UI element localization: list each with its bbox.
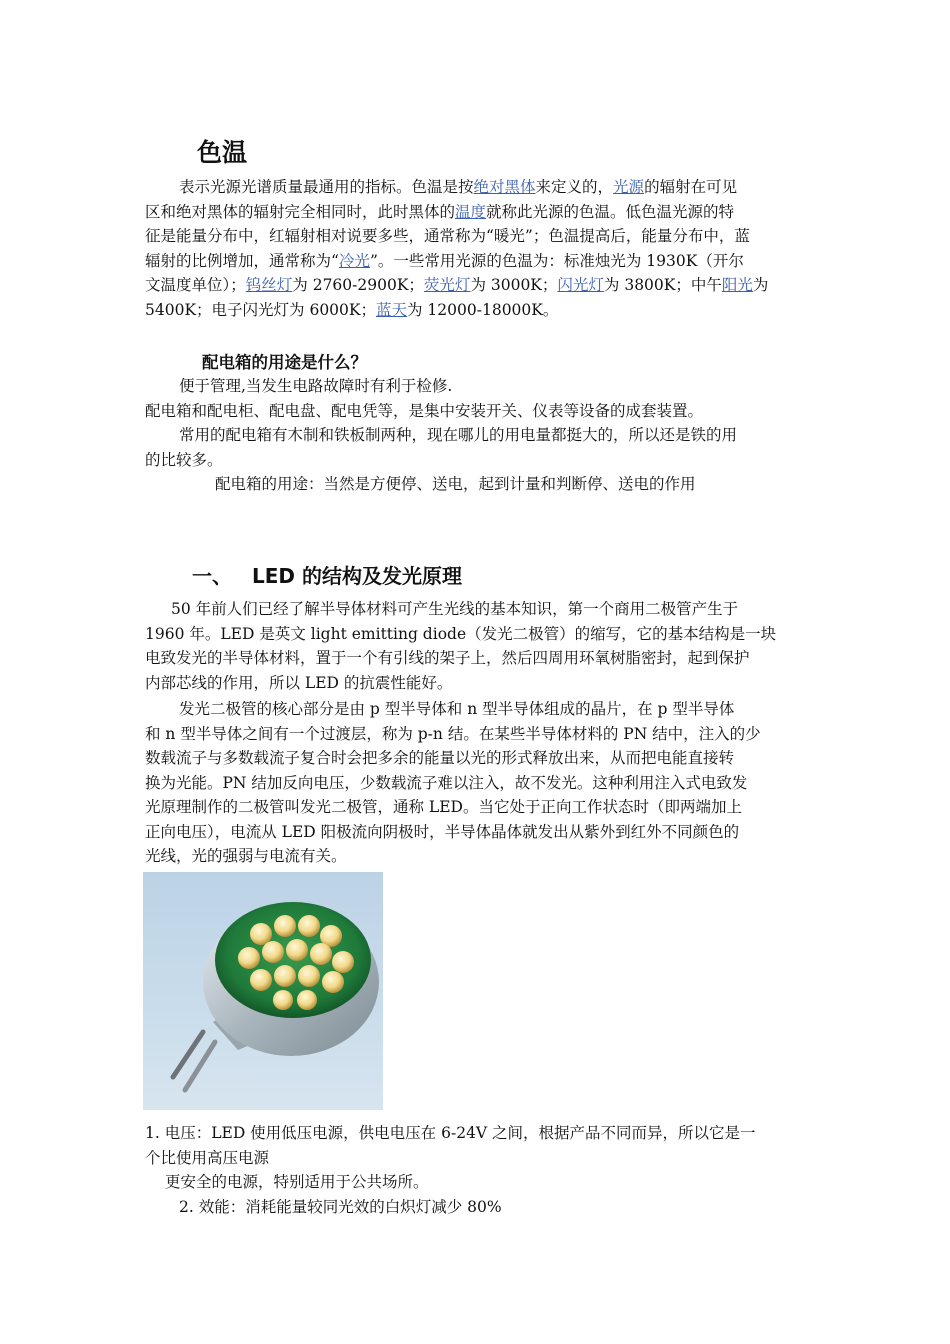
section-number: 一、 — [192, 564, 232, 588]
paragraph-line: 配电箱和配电柜、配电盘、配电凭等，是集中安装开关、仪表等设备的成套装置。 — [145, 401, 704, 420]
paragraph-line: 光原理制作的二极管叫发光二极管，通称 LED。当它处于正向工作状态时（即两端加上 — [145, 798, 742, 816]
text-run: 为 2760-2900K； — [292, 276, 424, 294]
list-item-voltage: 1. 电压：LED 使用低压电源，供电电压在 6-24V 之间，根据产品不同而异，所以它是一 — [145, 1124, 756, 1142]
color-temperature-paragraph — [145, 175, 810, 322]
text-run: 就称此光源的色温。低色温光源的特 — [486, 202, 735, 221]
text-run: 5400K；电子闪光灯为 6000K； — [145, 300, 376, 319]
link-light-source[interactable]: 光源 — [613, 178, 645, 196]
led-bulb-illustration — [143, 872, 383, 1110]
text-run: 来定义的， — [535, 178, 614, 196]
text-run: 为 3000K； — [470, 276, 558, 294]
paragraph-line — [145, 200, 810, 225]
section-title-color-temperature: 色温 — [197, 138, 248, 167]
paragraph-line: 征是能量分布中，红辐射相对说要多些，通常称为“暖光”；色温提高后，能量分布中，蓝 — [145, 227, 750, 245]
link-absolute-blackbody[interactable]: 绝对黑体 — [473, 178, 536, 196]
paragraph-line: 便于管理,当发生电路故障时有利于检修. — [179, 377, 453, 395]
paragraph-line: 50 年前人们已经了解半导体材料可产生光线的基本知识，第一个商用二极管产生于 — [171, 600, 739, 618]
text-run: 区和绝对黑体的辐射完全相同时，此时黑体的 — [145, 202, 456, 221]
list-item-voltage-cont: 更安全的电源，特别适用于公共场所。 — [165, 1173, 429, 1191]
paragraph-line — [145, 273, 810, 298]
led-feature-list — [145, 1121, 810, 1219]
distribution-box-paragraphs — [145, 374, 810, 497]
paragraph-line — [145, 298, 810, 323]
text-run: 表示光源光谱质量最通用的指标。色温是按 — [179, 178, 474, 196]
list-item-voltage-cont: 个比使用高压电源 — [145, 1148, 270, 1167]
link-fluorescent-lamp[interactable]: 荧光灯 — [423, 276, 471, 294]
paragraph-line: 常用的配电箱有木制和铁板制两种，现在哪儿的用电量都挺大的，所以还是铁的用 — [179, 426, 738, 444]
section-title-distribution-box: 配电箱的用途是什么？ — [202, 353, 367, 372]
list-item-efficiency: 2. 效能：消耗能量较同光效的白炽灯减少 80% — [179, 1197, 502, 1216]
paragraph-line: 和 n 型半导体之间有一个过渡层，称为 p-n 结。在某些半导体材料的 PN 结中，注入的少 — [145, 724, 761, 743]
paragraph-line: 数载流子与多数载流子复合时会把多余的能量以光的形式释放出来，从而把电能直接转 — [145, 749, 735, 767]
led-paragraph-1 — [145, 597, 810, 695]
link-temperature[interactable]: 温度 — [455, 202, 487, 221]
paragraph-line — [145, 175, 810, 200]
paragraph-line: 的比较多。 — [145, 450, 223, 469]
link-cold-light[interactable]: 冷光 — [338, 251, 370, 270]
text-run: 为 — [752, 276, 769, 294]
text-run: 文温度单位）； — [145, 276, 246, 294]
paragraph-line: 发光二极管的核心部分是由 p 型半导体和 n 型半导体组成的晶片，在 p 型半导体 — [179, 700, 735, 718]
paragraph-line — [145, 249, 810, 274]
paragraph-line: 1960 年。LED 是英文 light emitting diode（发光二极管）的缩写，它的基本结构是一块 — [145, 624, 777, 643]
section-title-led: LED 的结构及发光原理 — [252, 564, 462, 588]
link-flash-lamp[interactable]: 闪光灯 — [557, 276, 604, 294]
link-blue-sky[interactable]: 蓝天 — [375, 300, 407, 319]
text-run: 的辐射在可见 — [644, 178, 738, 196]
bulb-pins — [173, 1032, 215, 1090]
text-run: 为 3800K；中午 — [603, 276, 722, 294]
text-run: 为 12000-18000K。 — [407, 300, 559, 319]
paragraph-line: 电致发光的半导体材料，置于一个有引线的架子上，然后四周用环氧树脂密封，起到保护 — [145, 649, 750, 667]
text-run: 辐射的比例增加，通常称为“ — [145, 251, 339, 270]
paragraph-line: 光线，光的强弱与电流有关。 — [145, 847, 347, 865]
led-paragraph-2 — [145, 697, 810, 869]
paragraph-line: 换为光能。PN 结加反向电压，少数载流子难以注入，故不发光。这种利用注入式电致发 — [145, 773, 748, 792]
paragraph-line: 正向电压），电流从 LED 阳极流向阴极时，半导体晶体就发出从紫外到红外不同颜色的 — [145, 822, 740, 841]
led-bulb-photo — [143, 872, 383, 1110]
paragraph-line: 内部芯线的作用，所以 LED 的抗震性能好。 — [145, 673, 453, 692]
link-sunlight[interactable]: 阳光 — [721, 276, 753, 294]
link-tungsten-lamp[interactable]: 钨丝灯 — [245, 276, 293, 294]
text-run: ”。一些常用光源的色温为：标准烛光为 1930K（开尔 — [369, 251, 744, 270]
paragraph-line: 配电箱的用途：当然是方便停、送电，起到计量和判断停、送电的作用 — [215, 475, 696, 493]
